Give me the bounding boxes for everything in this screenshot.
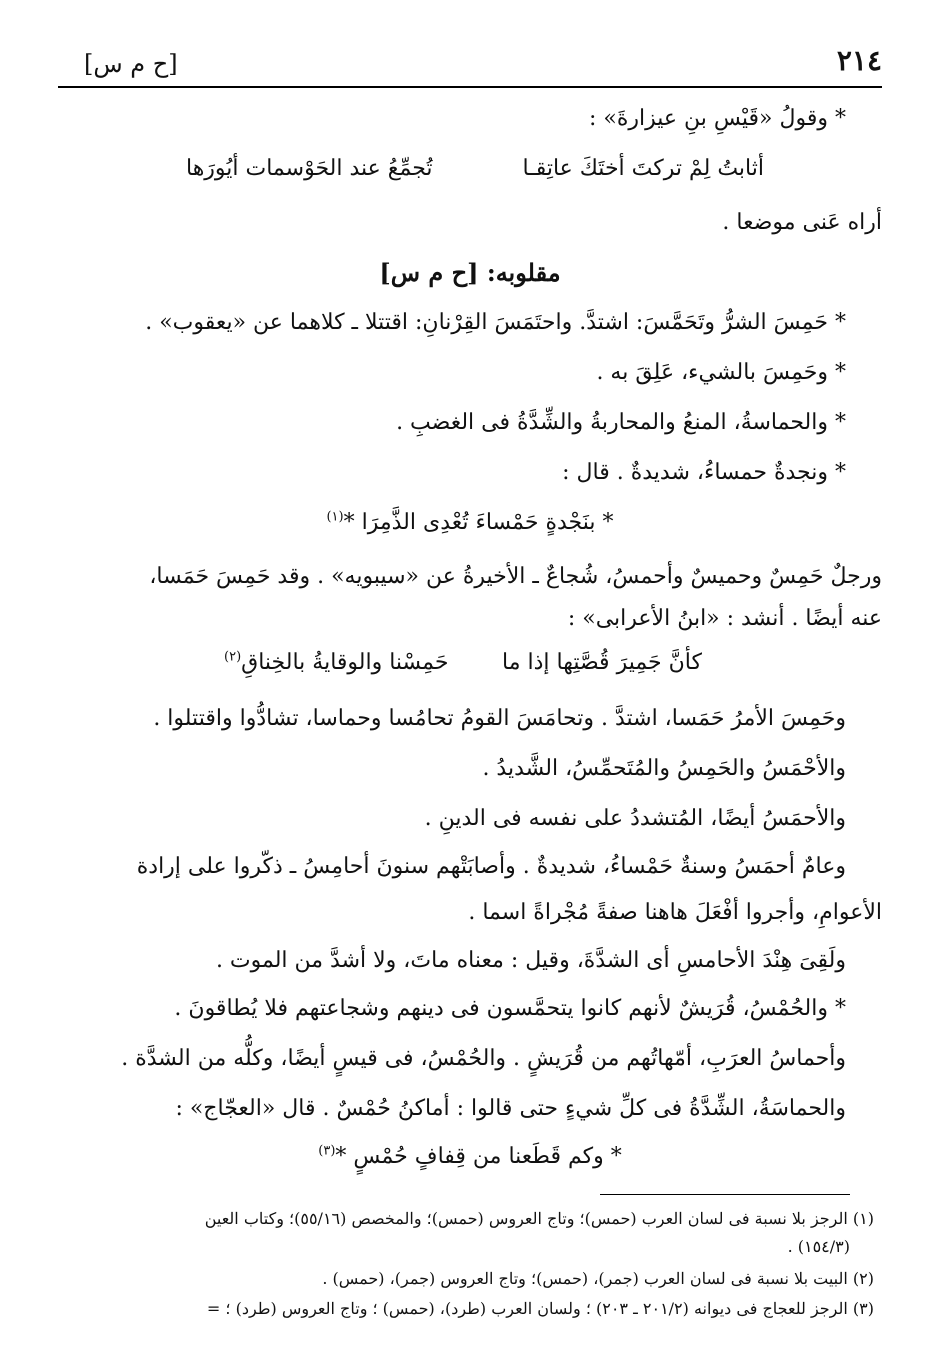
body-line: * وحَمِسَ بالشيء، عَلِقَ به .: [596, 360, 846, 385]
rajaz-text: * وكم قَطَعنا من قِفافٍ حُمْسٍ *: [335, 1144, 622, 1169]
body-line: والأحْمَسُ والحَمِسُ والمُتَحمِّسُ، الشَّديدُ .: [482, 756, 846, 781]
body-line: * ونجدةٌ حمساءُ، شديدةٌ . قال :: [562, 460, 846, 485]
footnote-divider: [600, 1194, 850, 1195]
body-line: وعامٌ أحمَسُ وسنةٌ حَمْساءُ، شديدةٌ . وأصابَتْهم سنونَ أحامِسُ ـ ذكّروا على إرادة: [136, 854, 846, 879]
body-line: * والحماسةُ، المنعُ والمحاربةُ والشِّدَّةُ فى الغضبِ .: [396, 410, 846, 435]
section-heading: مقلوبه: [ح م س]: [379, 258, 561, 287]
footnote-ref: (٣): [318, 1143, 336, 1159]
body-line: عنه أيضًا . أنشد : «ابنُ الأعرابى» :: [567, 606, 882, 631]
rajaz-text: * بنَجْدةٍ حَمْساءَ تُعْدِى الذَّمِرَا *: [343, 510, 614, 535]
body-line: ورجلٌ حَمِسٌ وحميسٌ وأحمسُ، شُجاعٌ ـ الأخيرةُ عن «سيبويه» . وقد حَمِسَ حَمَسا،: [149, 564, 882, 589]
footnote-ref: (٢): [224, 649, 242, 665]
verse-hemistich-second-wrap: [224, 650, 449, 675]
body-line: والأحمَسُ أيضًا، المُتشددُ على نفسه فى الدينِ .: [424, 806, 846, 831]
body-line: والحماسَةُ، الشِّدَّةُ فى كلِّ شيءٍ حتى قالوا : أماكنُ حُمْسٌ . قال «العجّاج» :: [175, 1096, 846, 1121]
verse-hemistich-first: كأنَّ جَمِيرَ قُصَّتِها إذا ما: [502, 650, 702, 675]
verse-hemistich-second: تُجمِّعُ عند الحَوْسمات أيُورَها: [186, 156, 433, 181]
verse: [58, 156, 882, 188]
footnote: (١) الرجز بلا نسبة فى لسان العرب (حمس)؛ وتاج العروس (حمس)؛ والمخصص (٥٥/١٦)؛ وكتاب العين: [204, 1209, 874, 1228]
header-divider: [58, 86, 882, 88]
body-line: * حَمِسَ الشرُّ وتَحَمَّسَ: اشتدَّ. واحتَمَسَ القِرْنانِ: اقتتلا ـ كلاهما عن «يعقوب» .: [145, 310, 846, 335]
footnote-ref: (١): [326, 509, 344, 525]
body-line: وأحماسُ العرَبِ، أمّهاتُهم من قُرَيشٍ . والحُمْسُ، فى قيسٍ أيضًا، وكلُّه من الشدَّة .: [121, 1046, 846, 1071]
body-line: ولَقِىَ هِنْدَ الأحامسِ أى الشدَّةَ، وقيل : معناه ماتَ، ولا أشدَّ من الموت .: [215, 948, 846, 973]
body-line: * وقولُ «قَيْسِ بنِ عيزارةَ» :: [588, 106, 846, 131]
rajaz-line: [58, 1142, 882, 1172]
page-number: ٢١٤: [836, 44, 882, 77]
body-line: أراه عَنى موضعا .: [722, 210, 882, 235]
footnote-continuation: (١٥٤/٣) .: [787, 1237, 850, 1256]
root-header: [ح م س]: [84, 50, 178, 78]
body-line: وحَمِسَ الأمرُ حَمَسا، اشتدَّ . وتحامَسَ القومُ تحامُسا وحماسا، تشادُّوا واقتتلوا .: [153, 706, 846, 731]
verse: [58, 650, 882, 682]
verse-hemistich-first: أثابتُ لِمْ تركتَ أختَكَ عاتِقـا: [522, 156, 764, 181]
verse-hemistich-second: حَمِسْنا والوقايةُ بالخِناقِ: [241, 650, 449, 675]
body-line: الأعوامِ، وأجروا أفْعَلَ هاهنا صفةً مُجْراةً اسما .: [468, 900, 882, 925]
footnote: (٢) البيت بلا نسبة فى لسان العرب (جمر)، (حمس)؛ وتاج العروس (جمر)، (حمس) .: [322, 1269, 874, 1288]
rajaz-line: [58, 508, 882, 538]
footnote: (٣) الرجز للعجاج فى ديوانه (٢٠١/٢ ـ ٢٠٣) ؛ ولسان العرب (طرد)، (حمس) ؛ وتاج العروس (طرد) ؛ =: [206, 1299, 874, 1318]
body-line: * والحُمْسُ، قُرَيشٌ لأنهم كانوا يتحمَّسون فى دينهم وشجاعتهم فلا يُطاقونَ .: [174, 996, 846, 1021]
